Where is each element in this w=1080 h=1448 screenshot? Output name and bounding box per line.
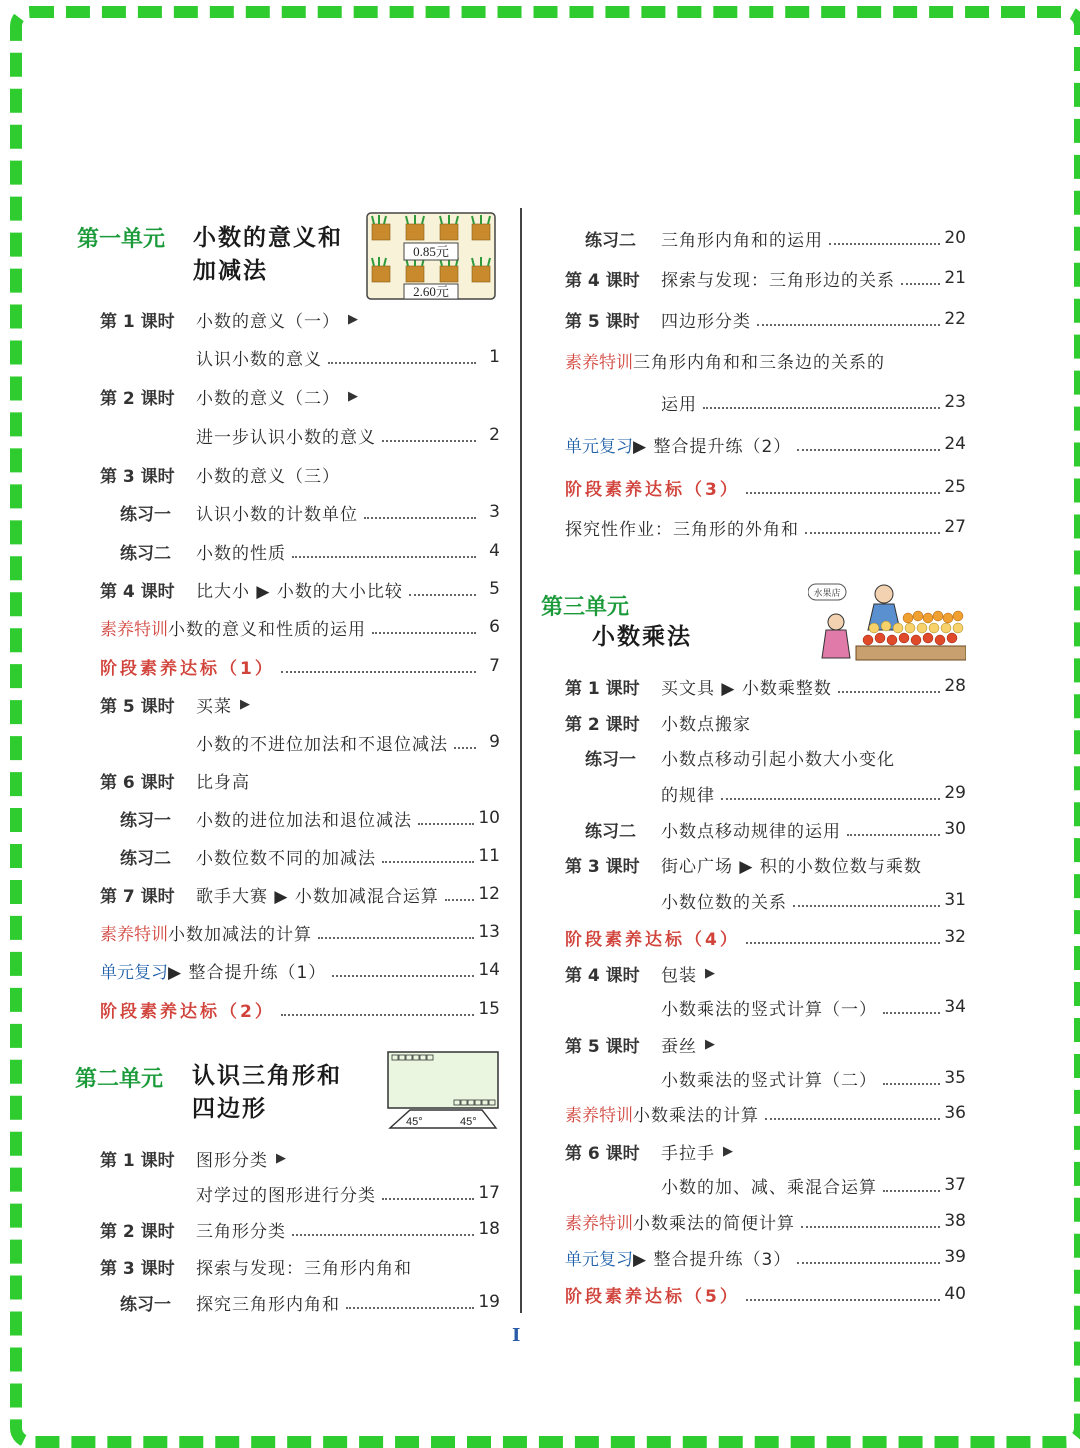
toc-entry-title: 街心广场 ▶ 积的小数位数与乘数 bbox=[661, 856, 922, 877]
play-arrow-icon: ▶ bbox=[723, 1143, 733, 1159]
toc-entry bbox=[565, 707, 966, 737]
toc-entry-page: 9 bbox=[489, 732, 500, 752]
angle-label-1: 45° bbox=[406, 1116, 423, 1128]
toc-entry-title: 小数点移动规律的运用 bbox=[661, 821, 841, 842]
toc-entry bbox=[196, 342, 500, 372]
dot-leader bbox=[454, 735, 476, 749]
toc-entry-tag: 第 2 课时 bbox=[565, 714, 640, 735]
toc-entry-tag: 单元复习 bbox=[565, 1249, 633, 1270]
toc-entry-page: 19 bbox=[478, 1292, 500, 1312]
toc-entry bbox=[100, 689, 500, 719]
toc-entry-tag: 练习一 bbox=[120, 810, 171, 831]
toc-entry-page: 5 bbox=[489, 579, 500, 599]
dot-leader bbox=[847, 822, 940, 836]
toc-entry-page: 22 bbox=[944, 309, 966, 329]
toc-entry bbox=[100, 612, 500, 642]
toc-entry-page: 7 bbox=[489, 656, 500, 676]
play-arrow-icon: ▶ bbox=[705, 965, 715, 981]
toc-entry bbox=[100, 1287, 500, 1317]
dot-leader bbox=[281, 659, 476, 673]
toc-entry bbox=[100, 765, 500, 795]
toc-entry-title: 三角形分类 bbox=[196, 1221, 286, 1242]
toc-entry bbox=[565, 512, 966, 542]
dot-leader bbox=[829, 231, 940, 245]
toc-entry bbox=[565, 849, 966, 879]
toc-entry-tag: 第 5 课时 bbox=[100, 696, 175, 717]
toc-entry-tag: 素养特训 bbox=[565, 352, 633, 373]
dot-leader bbox=[797, 437, 940, 451]
toc-entry-page: 21 bbox=[944, 268, 966, 288]
toc-entry-title: 小数的不进位加法和不退位减法 bbox=[196, 734, 448, 755]
toc-entry-tag: 练习一 bbox=[585, 749, 636, 770]
toc-entry bbox=[100, 879, 500, 909]
toc-entry-page: 1 bbox=[489, 347, 500, 367]
toc-entry-tag: 单元复习 bbox=[100, 962, 168, 983]
toc-entry-tag: 练习一 bbox=[120, 504, 171, 525]
toc-entry bbox=[565, 304, 966, 334]
toc-entry-title: 探究三角形内角和 bbox=[196, 1294, 340, 1315]
toc-entry bbox=[565, 814, 966, 844]
toc-entry-tag: 素养特训 bbox=[100, 619, 168, 640]
toc-entry-title: 买菜 bbox=[196, 696, 232, 717]
toc-entry bbox=[661, 1170, 966, 1200]
unit2-board-illustration bbox=[386, 1050, 500, 1130]
toc-entry-title: ▶ 整合提升练（1） bbox=[168, 962, 327, 983]
toc-entry-title: 小数加减法的计算 bbox=[168, 924, 312, 945]
dot-leader bbox=[765, 1106, 940, 1120]
toc-entry bbox=[100, 1214, 500, 1244]
toc-entry bbox=[100, 994, 500, 1024]
toc-entry-page: 3 bbox=[489, 502, 500, 522]
toc-entry bbox=[565, 472, 966, 502]
toc-entry-title: 歌手大赛 ▶ 小数加减混合运算 bbox=[196, 886, 439, 907]
toc-entry-tag: 第 7 课时 bbox=[100, 886, 175, 907]
toc-entry-title: 小数乘法的竖式计算（二） bbox=[661, 1070, 877, 1091]
play-arrow-icon: ▶ bbox=[348, 388, 358, 404]
toc-entry bbox=[661, 992, 966, 1022]
dot-leader bbox=[382, 428, 476, 442]
toc-entry-page: 23 bbox=[944, 392, 966, 412]
toc-entry bbox=[100, 917, 500, 947]
toc-entry-title: 三角形内角和和三条边的关系的 bbox=[633, 352, 885, 373]
toc-entry-title: 小数乘法的计算 bbox=[633, 1105, 759, 1126]
toc-entry-title: 四边形分类 bbox=[661, 311, 751, 332]
toc-entry-page: 12 bbox=[478, 884, 500, 904]
toc-entry-tag: 第 4 课时 bbox=[565, 270, 640, 291]
fruit-shop-sign: 水果店 bbox=[813, 589, 841, 599]
dot-leader bbox=[281, 1002, 475, 1016]
play-arrow-icon: ▶ bbox=[276, 1150, 286, 1166]
toc-entry-tag: 第 1 课时 bbox=[100, 1150, 175, 1171]
toc-entry-tag: 练习二 bbox=[585, 230, 636, 251]
toc-entry-page: 40 bbox=[944, 1284, 966, 1304]
toc-entry-page: 17 bbox=[478, 1183, 500, 1203]
toc-entry-title: 阶段素养达标（3） bbox=[565, 479, 740, 500]
toc-entry-title: 小数点移动引起小数大小变化 bbox=[661, 749, 895, 770]
unit1-title-line2: 加减法 bbox=[193, 258, 268, 284]
toc-entry-tag: 单元复习 bbox=[565, 436, 633, 457]
toc-entry bbox=[565, 1029, 966, 1059]
toc-entry-title: 小数的意义（三） bbox=[196, 466, 340, 487]
toc-entry bbox=[565, 671, 966, 701]
toc-entry-title: 小数乘法的竖式计算（一） bbox=[661, 999, 877, 1020]
toc-entry-tag: 第 3 课时 bbox=[565, 856, 640, 877]
toc-entry-page: 32 bbox=[944, 927, 966, 947]
toc-entry-tag: 第 3 课时 bbox=[100, 466, 175, 487]
toc-entry-page: 37 bbox=[944, 1175, 966, 1195]
dot-leader bbox=[332, 963, 474, 977]
toc-entry bbox=[196, 727, 500, 757]
toc-entry-title: 小数的性质 bbox=[196, 543, 286, 564]
toc-entry-title: ▶ 整合提升练（2） bbox=[633, 436, 792, 457]
toc-entry-title: 比身高 bbox=[196, 772, 250, 793]
toc-entry-title: 认识小数的意义 bbox=[196, 349, 322, 370]
price-tag-2: 2.60元 bbox=[413, 284, 449, 299]
toc-entry-page: 34 bbox=[944, 997, 966, 1017]
toc-entry-title: 运用 bbox=[661, 394, 697, 415]
toc-entry-tag: 第 1 课时 bbox=[100, 311, 175, 332]
toc-entry-page: 2 bbox=[489, 425, 500, 445]
dot-leader bbox=[746, 480, 941, 494]
toc-entry-title: ▶ 整合提升练（3） bbox=[633, 1249, 792, 1270]
toc-entry-page: 24 bbox=[944, 434, 966, 454]
toc-entry-page: 10 bbox=[478, 808, 500, 828]
toc-entry bbox=[661, 778, 966, 808]
toc-entry-page: 29 bbox=[944, 783, 966, 803]
toc-entry-title: 小数位数不同的加减法 bbox=[196, 848, 376, 869]
toc-entry-title: 图形分类 bbox=[196, 1150, 268, 1171]
dot-leader bbox=[382, 1186, 474, 1200]
toc-entry bbox=[565, 922, 966, 952]
toc-entry bbox=[100, 803, 500, 833]
toc-entry-title: 的规律 bbox=[661, 785, 715, 806]
play-arrow-icon: ▶ bbox=[705, 1036, 715, 1052]
toc-entry bbox=[100, 459, 500, 489]
toc-entry bbox=[100, 1143, 500, 1173]
dot-leader bbox=[445, 887, 474, 901]
toc-entry-page: 38 bbox=[944, 1211, 966, 1231]
dot-leader bbox=[346, 1295, 474, 1309]
dot-leader bbox=[801, 1214, 940, 1228]
toc-entry-title: 小数的进位加法和退位减法 bbox=[196, 810, 412, 831]
unit3-title: 小数乘法 bbox=[592, 624, 692, 650]
toc-entry bbox=[100, 574, 500, 604]
toc-entry-title: 小数点搬家 bbox=[661, 714, 751, 735]
toc-entry-title: 小数位数的关系 bbox=[661, 892, 787, 913]
toc-entry-tag: 练习二 bbox=[585, 821, 636, 842]
toc-entry-page: 39 bbox=[944, 1247, 966, 1267]
toc-entry-page: 27 bbox=[944, 517, 966, 537]
toc-entry-title: 蚕丝 bbox=[661, 1036, 697, 1057]
toc-entry bbox=[565, 742, 966, 772]
dot-leader bbox=[797, 1250, 940, 1264]
unit2-title-line1: 认识三角形和 bbox=[192, 1063, 342, 1089]
toc-entry-page: 4 bbox=[489, 541, 500, 561]
unit1-title-line1: 小数的意义和 bbox=[193, 225, 343, 251]
toc-entry-title: 小数的意义（二） bbox=[196, 388, 340, 409]
unit3-fruit-shop-illustration bbox=[808, 578, 966, 664]
unit2-title-line2: 四边形 bbox=[192, 1096, 267, 1122]
toc-entry-page: 14 bbox=[478, 960, 500, 980]
toc-entry-page: 35 bbox=[944, 1068, 966, 1088]
page-number: I bbox=[512, 1325, 521, 1346]
dot-leader bbox=[721, 786, 940, 800]
toc-entry-title: 进一步认识小数的意义 bbox=[196, 427, 376, 448]
dot-leader bbox=[746, 930, 941, 944]
toc-entry bbox=[661, 1063, 966, 1093]
dot-leader bbox=[364, 505, 476, 519]
unit2-title bbox=[192, 1060, 342, 1126]
toc-entry bbox=[100, 304, 500, 334]
play-arrow-icon: ▶ bbox=[240, 696, 250, 712]
toc-entry-title: 对学过的图形进行分类 bbox=[196, 1185, 376, 1206]
toc-entry-tag: 练习一 bbox=[120, 1294, 171, 1315]
toc-entry-title: 探究性作业：三角形的外角和 bbox=[565, 519, 799, 540]
toc-entry bbox=[565, 429, 966, 459]
toc-entry-tag: 第 2 课时 bbox=[100, 388, 175, 409]
unit1-title bbox=[193, 222, 343, 288]
toc-entry-title: 小数的意义和性质的运用 bbox=[168, 619, 366, 640]
column-divider bbox=[520, 208, 522, 1313]
toc-entry-title: 买文具 ▶ 小数乘整数 bbox=[661, 678, 832, 699]
toc-entry-page: 20 bbox=[944, 228, 966, 248]
toc-entry bbox=[565, 1206, 966, 1236]
toc-entry bbox=[565, 223, 966, 253]
dot-leader bbox=[418, 811, 474, 825]
toc-entry bbox=[661, 885, 966, 915]
toc-entry-title: 认识小数的计数单位 bbox=[196, 504, 358, 525]
dot-leader bbox=[703, 395, 940, 409]
toc-entry-tag: 素养特训 bbox=[565, 1213, 633, 1234]
toc-entry bbox=[100, 1251, 500, 1281]
dot-leader bbox=[409, 582, 476, 596]
toc-entry bbox=[565, 1279, 966, 1309]
toc-entry-page: 36 bbox=[944, 1103, 966, 1123]
toc-entry bbox=[100, 381, 500, 411]
unit3-label: 第三单元 bbox=[541, 595, 630, 620]
unit1-label: 第一单元 bbox=[77, 227, 166, 252]
toc-entry-page: 30 bbox=[944, 819, 966, 839]
toc-entry-tag: 练习二 bbox=[120, 848, 171, 869]
toc-entry-page: 25 bbox=[944, 477, 966, 497]
toc-entry-page: 6 bbox=[489, 617, 500, 637]
toc-entry-title: 阶段素养达标（4） bbox=[565, 929, 740, 950]
dot-leader bbox=[883, 1178, 940, 1192]
dot-leader bbox=[746, 1287, 941, 1301]
dot-leader bbox=[382, 849, 474, 863]
toc-entry-title: 手拉手 bbox=[661, 1143, 715, 1164]
toc-entry bbox=[100, 955, 500, 985]
toc-entry-page: 28 bbox=[944, 676, 966, 696]
unit2-label: 第二单元 bbox=[75, 1067, 164, 1092]
toc-entry-page: 18 bbox=[478, 1219, 500, 1239]
toc-entry-page: 31 bbox=[944, 890, 966, 910]
toc-entry bbox=[196, 1178, 500, 1208]
toc-entry-tag: 第 4 课时 bbox=[565, 965, 640, 986]
toc-entry bbox=[565, 345, 966, 375]
toc-entry-title: 小数的意义（一） bbox=[196, 311, 340, 332]
dot-leader bbox=[292, 1222, 474, 1236]
toc-entry-tag: 第 4 课时 bbox=[100, 581, 175, 602]
dot-leader bbox=[793, 893, 940, 907]
toc-entry-title: 阶段素养达标（1） bbox=[100, 658, 275, 679]
dot-leader bbox=[318, 925, 474, 939]
angle-label-2: 45° bbox=[460, 1116, 477, 1128]
dot-leader bbox=[372, 620, 476, 634]
toc-entry bbox=[661, 387, 966, 417]
toc-entry-tag: 练习二 bbox=[120, 543, 171, 564]
unit1-price-illustration bbox=[366, 212, 496, 300]
toc-entry-tag: 第 6 课时 bbox=[565, 1143, 640, 1164]
toc-entry-tag: 第 6 课时 bbox=[100, 772, 175, 793]
toc-entry bbox=[100, 536, 500, 566]
toc-entry bbox=[196, 420, 500, 450]
toc-entry-title: 小数的加、减、乘混合运算 bbox=[661, 1177, 877, 1198]
toc-entry bbox=[100, 841, 500, 871]
toc-entry-tag: 第 2 课时 bbox=[100, 1221, 175, 1242]
toc-entry-tag: 第 3 课时 bbox=[100, 1258, 175, 1279]
toc-entry-tag: 第 1 课时 bbox=[565, 678, 640, 699]
toc-entry-tag: 第 5 课时 bbox=[565, 311, 640, 332]
toc-entry-title: 比大小 ▶ 小数的大小比较 bbox=[196, 581, 403, 602]
dot-leader bbox=[292, 544, 476, 558]
toc-entry bbox=[565, 1098, 966, 1128]
play-arrow-icon: ▶ bbox=[348, 311, 358, 327]
toc-entry-title: 阶段素养达标（5） bbox=[565, 1286, 740, 1307]
dot-leader bbox=[838, 679, 940, 693]
toc-entry-tag: 第 5 课时 bbox=[565, 1036, 640, 1057]
toc-entry bbox=[565, 263, 966, 293]
toc-entry bbox=[100, 651, 500, 681]
toc-entry bbox=[100, 497, 500, 527]
toc-entry-title: 探索与发现：三角形内角和 bbox=[196, 1258, 412, 1279]
toc-entry-title: 阶段素养达标（2） bbox=[100, 1001, 275, 1022]
toc-entry-page: 11 bbox=[478, 846, 500, 866]
toc-entry-title: 探索与发现：三角形边的关系 bbox=[661, 270, 895, 291]
dot-leader bbox=[328, 350, 476, 364]
toc-entry-page: 13 bbox=[478, 922, 500, 942]
toc-entry-tag: 素养特训 bbox=[100, 924, 168, 945]
toc-entry-tag: 素养特训 bbox=[565, 1105, 633, 1126]
toc-entry-page: 15 bbox=[478, 999, 500, 1019]
dot-leader bbox=[757, 312, 940, 326]
dot-leader bbox=[901, 271, 940, 285]
toc-entry bbox=[565, 958, 966, 988]
dot-leader bbox=[883, 1000, 940, 1014]
dot-leader bbox=[805, 520, 940, 534]
toc-entry-title: 小数乘法的简便计算 bbox=[633, 1213, 795, 1234]
toc-entry-title: 三角形内角和的运用 bbox=[661, 230, 823, 251]
dot-leader bbox=[883, 1071, 940, 1085]
toc-entry-title: 包装 bbox=[661, 965, 697, 986]
price-tag-1: 0.85元 bbox=[413, 244, 449, 259]
toc-entry bbox=[565, 1136, 966, 1166]
toc-entry bbox=[565, 1242, 966, 1272]
